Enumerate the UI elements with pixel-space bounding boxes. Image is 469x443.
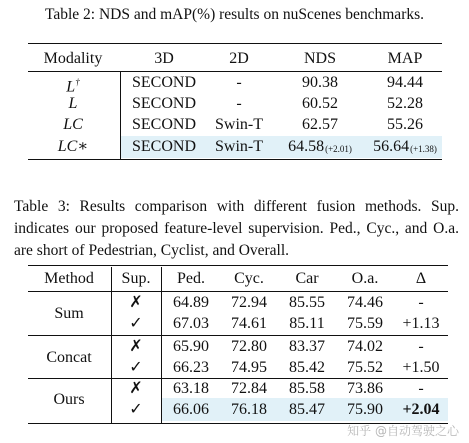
table3-cyc-cell: 76.18 bbox=[231, 401, 267, 418]
table3-sup-cell: ✓ bbox=[129, 315, 143, 332]
table2-3d-cell: SECOND bbox=[131, 74, 196, 91]
table3-header-cyc: Cyc. bbox=[234, 270, 264, 287]
table2-map-cell: 52.28 bbox=[387, 95, 423, 112]
table3-method-cell: Concat bbox=[46, 349, 92, 366]
table3-delta-cell: +1.13 bbox=[402, 315, 440, 332]
table2-nds-cell: 90.38 bbox=[302, 74, 338, 91]
table2-modality-cell: LC bbox=[63, 116, 83, 133]
table3-sup-cell: ✗ bbox=[129, 338, 143, 355]
table3-caption: Table 3: Results comparison with different fusion methods. Sup. indicates our proposed feature-level supervision. Ped., Cyc., and O.a. are short of Pedestrian, Cyclist, and Overall. bbox=[14, 198, 459, 259]
table3-cyc-cell: 72.84 bbox=[231, 380, 267, 397]
table3-oa-cell: 75.59 bbox=[347, 315, 383, 332]
table2-2d-cell: - bbox=[236, 95, 242, 112]
table3-header-ped: Ped. bbox=[177, 270, 205, 287]
table3-oa-cell: 75.90 bbox=[347, 401, 383, 418]
table2-bottom-rule bbox=[28, 159, 442, 160]
table2-header-nds: NDS bbox=[303, 50, 336, 67]
table3-oa-cell: 74.46 bbox=[347, 294, 383, 311]
table3-car-cell: 85.47 bbox=[289, 401, 325, 418]
table3-ped-cell: 67.03 bbox=[173, 315, 209, 332]
table3-delta-cell: +1.50 bbox=[402, 359, 440, 376]
table2-top-rule bbox=[28, 43, 442, 44]
table2-2d-cell: - bbox=[236, 74, 242, 91]
table2-nds-cell: 60.52 bbox=[302, 95, 338, 112]
table2-header-row bbox=[0, 48, 469, 69]
table2-2d-cell: Swin-T bbox=[215, 138, 263, 155]
table3-delta-cell: +2.04 bbox=[402, 401, 440, 418]
table3-cyc-cell: 72.94 bbox=[231, 294, 267, 311]
table2-header-3d: 3D bbox=[154, 50, 174, 67]
table3-header-sup: Sup. bbox=[121, 270, 151, 287]
table2-row bbox=[0, 114, 469, 135]
table2-3d-cell: SECOND bbox=[131, 138, 196, 155]
table2-2d-cell: Swin-T bbox=[215, 116, 263, 133]
table3-cyc-cell: 72.80 bbox=[231, 338, 267, 355]
table3-oa-cell: 73.86 bbox=[347, 380, 383, 397]
table3-oa-cell: 74.02 bbox=[347, 338, 383, 355]
table2-map-cell: 56.64(+1.38) bbox=[373, 138, 437, 155]
table2-map-cell: 94.44 bbox=[387, 74, 423, 91]
table3-header-method: Method bbox=[44, 270, 94, 287]
table2-map-cell: 55.26 bbox=[387, 116, 423, 133]
table2-3d-cell: SECOND bbox=[131, 95, 196, 112]
table3-cyc-cell: 74.61 bbox=[231, 315, 267, 332]
table3-car-cell: 85.55 bbox=[289, 294, 325, 311]
table3-header-delta: Δ bbox=[415, 270, 427, 287]
table3-ped-cell: 65.90 bbox=[173, 338, 209, 355]
table3-delta-cell: - bbox=[418, 338, 424, 355]
table2-modality-cell: L bbox=[68, 95, 78, 112]
table3-row bbox=[0, 357, 469, 378]
table2-header-2d: 2D bbox=[229, 50, 249, 67]
table3-oa-cell: 75.52 bbox=[347, 359, 383, 376]
table3-cyc-cell: 74.95 bbox=[231, 359, 267, 376]
table3-car-cell: 85.58 bbox=[289, 380, 325, 397]
table3-row bbox=[0, 292, 469, 313]
table3-car-cell: 85.11 bbox=[289, 315, 325, 332]
table3-sup-cell: ✗ bbox=[129, 294, 143, 311]
table3-car-cell: 83.37 bbox=[289, 338, 325, 355]
table3-ped-cell: 66.23 bbox=[173, 359, 209, 376]
table2-header-modality: Modality bbox=[43, 50, 103, 67]
table3-header-car: Car bbox=[295, 270, 319, 287]
table3-delta-cell: - bbox=[418, 294, 424, 311]
table2-nds-cell: 64.58(+2.01) bbox=[288, 138, 352, 155]
table2-modality-cell: LC∗ bbox=[57, 138, 89, 155]
table3-sup-cell: ✓ bbox=[129, 359, 143, 376]
table3-row bbox=[0, 399, 469, 420]
table2-row bbox=[0, 93, 469, 114]
table3-top-rule bbox=[28, 265, 448, 266]
table3-ped-cell: 66.06 bbox=[173, 401, 209, 418]
table2-header-map: MAP bbox=[387, 50, 423, 67]
table3-method-cell: Ours bbox=[53, 391, 85, 408]
table3-method-cell: Sum bbox=[54, 305, 84, 322]
table3-ped-cell: 63.18 bbox=[173, 380, 209, 397]
table2-caption: Table 2: NDS and mAP(%) results on nuScenes benchmarks. bbox=[44, 6, 425, 23]
table3-sup-cell: ✓ bbox=[129, 401, 143, 418]
table3-ped-cell: 64.89 bbox=[173, 294, 209, 311]
table2-nds-cell: 62.57 bbox=[302, 116, 338, 133]
table3-sup-cell: ✗ bbox=[129, 380, 143, 397]
table2-row bbox=[0, 136, 469, 157]
table2-modality-cell: L† bbox=[66, 77, 80, 96]
watermark: 知乎 @自动驾驶之心 bbox=[347, 424, 459, 438]
table3-delta-cell: - bbox=[418, 380, 424, 397]
table3-row bbox=[0, 313, 469, 334]
table2-row bbox=[0, 72, 469, 96]
table3-header-row bbox=[0, 268, 469, 289]
table3-row bbox=[0, 378, 469, 399]
table3-car-cell: 85.42 bbox=[289, 359, 325, 376]
table3-row bbox=[0, 336, 469, 357]
table3-header-oa: O.a. bbox=[351, 270, 379, 287]
table2-3d-cell: SECOND bbox=[131, 116, 196, 133]
